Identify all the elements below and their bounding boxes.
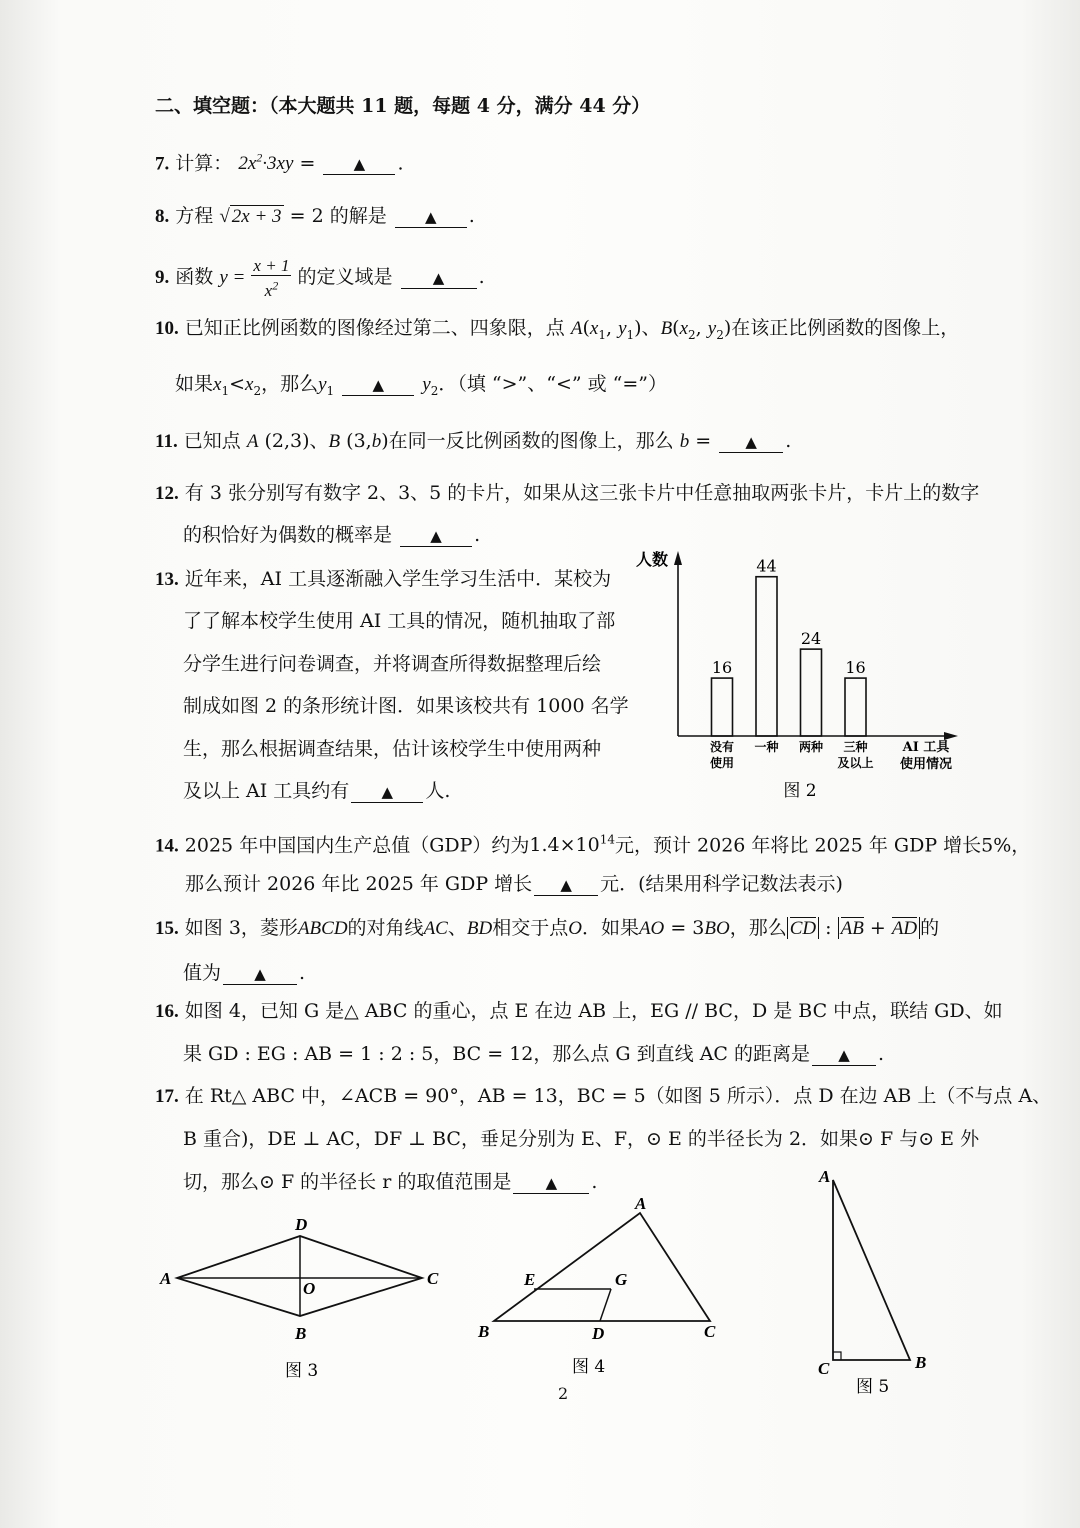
bar-4 xyxy=(845,678,866,736)
figure-4-triangle xyxy=(470,1195,730,1385)
question-16-line-1 xyxy=(155,998,1003,1025)
q9-answer-blank[interactable] xyxy=(401,267,477,289)
figure-3-rhombus xyxy=(150,1210,450,1390)
q13-line: 制成如图 2 的条形统计图．如果该校共有 1000 名学 xyxy=(183,695,629,717)
point-b-label: B xyxy=(295,1324,307,1343)
chart-y-arrow-icon xyxy=(674,551,682,565)
triangle-abc xyxy=(494,1213,710,1321)
q12-end: . xyxy=(474,524,481,546)
q16-line2-a: 果 GD : EG : AB = 1 : 2 : 5，BC = 12，那么点 G 到直线 AC 的距离是 xyxy=(183,1043,810,1065)
q10-line1-tail: 在该正比例函数的图像上， xyxy=(731,317,960,339)
question-14-line-1: 14. 2025 年中国国内生产总值（GDP）约为$1.4\times 10^{14}$元，预计 2026 年将比 2025 年 GDP 增长5%， xyxy=(155,833,1031,857)
blank-triangle-icon: ▲ xyxy=(424,208,437,226)
question-10-line-1: 10. 已知正比例函数的图像经过第二、四象限，点 $A(x_1$, $y_1$)、$B(x_2$, $y_2$)在该正比例函数的图像上， xyxy=(155,317,960,342)
point-o-label: O xyxy=(303,1279,316,1298)
page-number: 2 xyxy=(558,1384,569,1403)
q8-lead: 方程 xyxy=(175,205,214,227)
point-a-label: A xyxy=(160,1269,172,1288)
q14-number: 14. xyxy=(155,835,179,857)
q10-line2-a: 如果 xyxy=(175,373,214,395)
q15-line1-e: ，那么 xyxy=(729,917,787,939)
q14-line2-a: 那么预计 2026 年比 2025 年 GDP 增长 xyxy=(185,873,533,895)
q15-line1-a: 如图 3，菱形 xyxy=(184,917,298,939)
q13-last-end: 人. xyxy=(425,780,451,802)
chart-y-label: 人数 xyxy=(636,550,669,569)
q15-line1-b: 的对角线 xyxy=(347,917,424,939)
q16-line1: 如图 4，已知 G 是△ ABC 的重心，点 E 在边 AB 上，EG // BC，D 是 BC 中点，联结 GD、如 xyxy=(184,1000,1003,1022)
fig4-point-e-label: E xyxy=(524,1270,536,1289)
q13-line: 近年来，AI 工具逐渐融入学生学习生活中．某校为 xyxy=(184,568,612,590)
figure-5-right-triangle xyxy=(810,1160,940,1400)
q15-line1-f: 的 xyxy=(920,917,940,939)
chart-bars xyxy=(710,557,874,770)
question-12-line-2 xyxy=(183,522,480,548)
q8-rest: = 2 的解是 xyxy=(289,205,387,227)
q13-answer-blank[interactable] xyxy=(351,781,423,803)
q16-end: . xyxy=(878,1043,885,1065)
q15-end: . xyxy=(299,962,306,984)
category-tick-label: 两种 xyxy=(798,740,824,754)
q15-line1-d: ．如果 xyxy=(581,917,639,939)
q12-answer-blank[interactable] xyxy=(400,525,472,547)
q9-rest: 的定义域是 xyxy=(297,265,393,288)
question-7: 7. 计算： $2x^2\cdot 3xy$ = ▲ . xyxy=(155,151,404,175)
q9-end: . xyxy=(478,265,485,288)
q14-line1-b: 元，预计 2026 年将比 2025 年 GDP 增长 xyxy=(615,834,982,857)
question-15-line-1: 15. 如图 3，菱形ABCD的对角线AC、BD相交于点O．如果AO = 3BO，那么 CD : AB + AD 的 xyxy=(155,917,940,939)
blank-triangle-icon: ▲ xyxy=(254,965,266,983)
bar-2 xyxy=(756,577,777,736)
fig4-point-d-label: D xyxy=(592,1324,605,1343)
blank-triangle-icon: ▲ xyxy=(838,1046,850,1064)
fig4-point-b-label: B xyxy=(478,1322,490,1341)
blank-triangle-icon: ▲ xyxy=(560,876,572,894)
q13-line: 生，那么根据调查结果，估计该校学生中使用两种 xyxy=(183,738,602,760)
blank-triangle-icon: ▲ xyxy=(745,433,757,451)
q15-line1-c: 相交于点 xyxy=(492,917,569,939)
q9-lead: 函数 xyxy=(175,265,214,288)
q15-answer-blank[interactable] xyxy=(223,963,297,985)
q10-number: 10. xyxy=(155,318,179,339)
right-triangle-abc xyxy=(833,1180,910,1360)
category-tick-label: 使用 xyxy=(709,756,735,770)
chart-x-arrow-icon xyxy=(944,732,958,740)
point-d-label: D xyxy=(295,1215,308,1234)
blank-triangle-icon: ▲ xyxy=(353,155,366,174)
fig5-point-b-label: B xyxy=(915,1353,927,1372)
question-10-line-2: 如果$x_1<x_2$，那么$y_1$ ▲ $y_2$．（填 “>”、“<” 或 “=”） xyxy=(175,373,668,398)
question-17-line-2: B 重合)，DE ⊥ AC，DF ⊥ BC，垂足分别为 E、F，⊙ E 的半径长为 2．如果⊙ F 与⊙ E 外 xyxy=(183,1128,980,1150)
blank-triangle-icon: ▲ xyxy=(372,376,384,394)
question-16-line-2 xyxy=(183,1041,884,1067)
fig5-point-a-label: A xyxy=(819,1167,831,1186)
figure-4-caption: 图 4 xyxy=(572,1357,606,1377)
q11-end: . xyxy=(785,430,792,452)
question-9: 9. 函数 y = $\frac{x + 1}{x^2}$ 的定义域是 ▲ . xyxy=(155,256,485,300)
q12-line1: 有 3 张分别写有数字 2、3、5 的卡片，如果从这三张卡片中任意抽取两张卡片，卡片上的数字 xyxy=(184,482,980,504)
right-angle-mark xyxy=(833,1352,841,1360)
q14-answer-blank[interactable] xyxy=(534,874,598,896)
q7-end: . xyxy=(397,152,404,175)
question-14-line-2 xyxy=(185,871,843,897)
q10-line2-c: ．（填 “>”、“<” 或 “=”） xyxy=(438,373,668,395)
q13-line: 分学生进行问卷调查，并将调查所得数据整理后绘 xyxy=(183,653,602,675)
category-tick-label: 一种 xyxy=(754,740,779,754)
chart-x-label-line-1: AI 工具 xyxy=(902,740,950,755)
q11-number: 11. xyxy=(155,431,178,452)
question-8: 8. 方程 √ 2x + 3 = 2 的解是 ▲ . xyxy=(155,205,475,227)
section-heading: 二、填空题：（本大题共 11 题，每题 4 分，满分 44 分） xyxy=(155,95,651,117)
q10-answer-blank[interactable] xyxy=(342,374,414,396)
q13-line: 了了解本校学生使用 AI 工具的情况，随机抽取了部 xyxy=(183,610,616,632)
figure-3-caption: 图 3 xyxy=(285,1361,319,1381)
q17-line1: 在 Rt△ ABC 中，∠ACB = 90°，AB = 13，BC = 5（如图 5 所示）．点 D 在边 AB 上（不与点 A、 xyxy=(184,1085,1052,1107)
question-15-line-2 xyxy=(183,960,305,986)
q13-number: 13. xyxy=(155,569,179,590)
q17-end: . xyxy=(591,1171,598,1193)
blank-triangle-icon: ▲ xyxy=(545,1174,558,1192)
q7-lead: 计算： xyxy=(175,152,233,175)
q12-number: 12. xyxy=(155,483,179,504)
question-11: 11. 已知点 A (2,3)、B (3,b)在同一反比例函数的图像上，那么 b = ▲ . xyxy=(155,430,792,452)
category-tick-label: 没有 xyxy=(709,740,735,754)
q10-line1: 已知正比例函数的图像经过第二、四象限，点 xyxy=(184,317,565,339)
q9-fraction: $\frac{x + 1}{x^2}$ xyxy=(253,256,290,300)
question-17-line-1 xyxy=(155,1083,1051,1110)
q14-line2-b: 元．(结果用科学记数法表示) xyxy=(600,873,843,895)
question-13-last-line xyxy=(183,778,450,804)
q13-last: 及以上 AI 工具约有 xyxy=(183,780,350,802)
fig4-point-g-label: G xyxy=(615,1270,628,1289)
point-c-label: C xyxy=(427,1269,439,1288)
q15-line2: 值为 xyxy=(183,962,222,984)
q14-line1-c: ， xyxy=(1011,834,1031,857)
q17-line3: 切，那么⊙ F 的半径长 r 的取值范围是 xyxy=(183,1171,512,1193)
q8-number: 8. xyxy=(155,206,170,227)
q12-line2: 的积恰好为偶数的概率是 xyxy=(183,524,393,546)
question-17-line-3 xyxy=(183,1169,597,1195)
segment-gd xyxy=(600,1289,611,1321)
q7-equals: = xyxy=(299,152,316,175)
blank-triangle-icon: ▲ xyxy=(432,268,445,287)
bar-1 xyxy=(712,678,733,736)
q10-line2-b: ，那么 xyxy=(261,373,319,395)
figure-5-caption: 图 5 xyxy=(856,1377,890,1397)
bar-value-label: 16 xyxy=(845,658,866,678)
fig4-point-c-label: C xyxy=(704,1322,716,1341)
q7-number: 7. xyxy=(155,153,170,175)
q15-number: 15. xyxy=(155,918,179,939)
q9-number: 9. xyxy=(155,266,170,288)
category-tick-label: 三种 xyxy=(843,740,868,754)
q7-answer-blank[interactable] xyxy=(323,153,395,175)
q16-answer-blank[interactable] xyxy=(812,1044,876,1066)
category-tick-label: 及以上 xyxy=(837,756,874,770)
blank-triangle-icon: ▲ xyxy=(430,527,442,545)
blank-triangle-icon: ▲ xyxy=(381,783,394,801)
q17-number: 17. xyxy=(155,1086,179,1107)
q11-mid: 在同一反比例函数的图像上，那么 xyxy=(388,430,674,452)
chart-caption: 图 2 xyxy=(783,781,817,801)
bar-chart-figure-2 xyxy=(630,545,970,805)
fig5-point-c-label: C xyxy=(818,1359,830,1378)
bar-value-label: 24 xyxy=(800,629,822,649)
q11-answer-blank[interactable] xyxy=(719,431,783,453)
bar-3 xyxy=(801,649,822,736)
question-12-line-1 xyxy=(155,480,979,507)
bar-value-label: 16 xyxy=(711,658,733,678)
q17-answer-blank[interactable] xyxy=(513,1172,589,1194)
q14-line1-a: 2025 年中国国内生产总值（GDP）约为 xyxy=(184,834,530,857)
chart-x-label-line-2: 使用情况 xyxy=(899,757,953,772)
question-13-line-1 xyxy=(155,566,611,593)
q8-answer-blank[interactable] xyxy=(395,206,467,228)
fig4-point-a-label: A xyxy=(635,1195,647,1213)
bar-value-label: 44 xyxy=(756,556,777,576)
q16-number: 16. xyxy=(155,1001,179,1022)
q11-text: 已知点 xyxy=(183,430,241,452)
q8-end: . xyxy=(468,205,475,227)
